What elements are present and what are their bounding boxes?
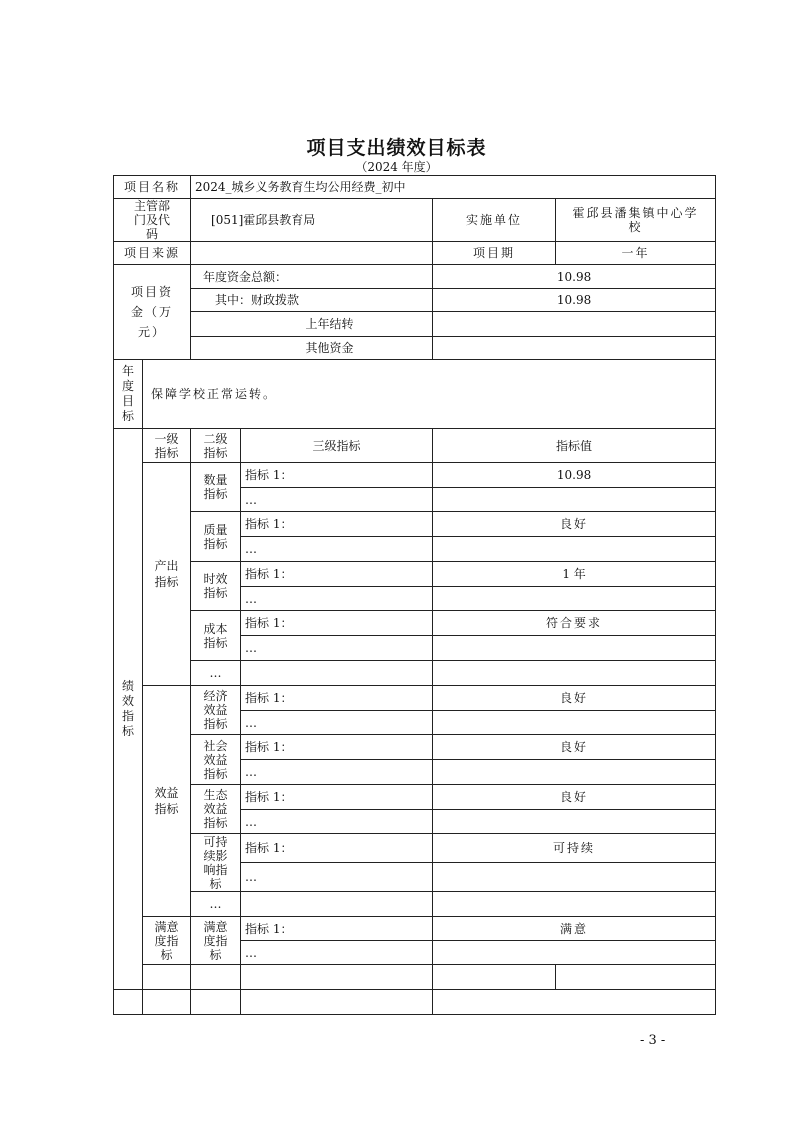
indicator-value: 良好	[433, 785, 716, 810]
timeliness-label: 时效指标	[191, 562, 241, 611]
empty-cell	[433, 711, 716, 735]
performance-goal-table	[113, 175, 716, 1015]
indicator-row	[114, 917, 716, 941]
ellipsis: …	[241, 636, 433, 661]
source-label: 项目来源	[114, 242, 191, 265]
empty-cell	[143, 990, 191, 1015]
header-level3: 三级指标	[241, 429, 433, 463]
ellipsis: …	[191, 892, 241, 917]
fund-row-label: 年度资金总额：	[191, 265, 433, 289]
quality-label: 质量指标	[191, 512, 241, 562]
header-value: 指标值	[433, 429, 716, 463]
row-annual-goal	[114, 360, 716, 429]
indicator-name: 指标 1：	[241, 917, 433, 941]
empty-cell	[191, 990, 241, 1015]
page-number: - 3 -	[640, 1033, 666, 1048]
indicator-value: 良好	[433, 686, 716, 711]
empty-cell	[241, 892, 433, 917]
empty-cell	[433, 892, 716, 917]
perf-label: 绩效指标	[114, 429, 143, 990]
indicator-name: 指标 1：	[241, 562, 433, 587]
indicator-value: 可持续	[433, 834, 716, 863]
indicator-value: 10.98	[433, 463, 716, 488]
benefit-label: 效益指标	[143, 686, 191, 917]
impl-label: 实施单位	[433, 199, 556, 242]
indicator-row	[114, 785, 716, 810]
fund-row-value	[433, 312, 716, 337]
fund-row-value: 10.98	[433, 265, 716, 289]
indicator-row	[114, 512, 716, 537]
indicator-value: 符合要求	[433, 611, 716, 636]
empty-cell	[433, 965, 556, 990]
ellipsis: …	[241, 711, 433, 735]
empty-cell	[241, 661, 433, 686]
empty-cell	[143, 965, 191, 990]
ellipsis: …	[191, 661, 241, 686]
indicator-name: 指标 1：	[241, 785, 433, 810]
project-name-label: 项目名称	[114, 176, 191, 199]
indicator-name: 指标 1：	[241, 834, 433, 863]
satisfaction-l2-label: 满意度指标	[191, 917, 241, 965]
impl-value: 霍邱县潘集镇中心学校	[556, 199, 716, 242]
indicator-name: 指标 1：	[241, 686, 433, 711]
dept-value: [051]霍邱县教育局	[191, 199, 433, 242]
fund-row-label: 上年结转	[191, 312, 433, 337]
social-label: 社会效益指标	[191, 735, 241, 785]
fund-row-value	[433, 337, 716, 360]
empty-cell	[191, 965, 241, 990]
annual-goal-label: 年度目标	[114, 360, 143, 429]
row-department	[114, 199, 716, 242]
sustainable-label: 可持续影响指标	[191, 834, 241, 892]
satisfaction-l1-label: 满意度指标	[143, 917, 191, 965]
blank-row	[114, 965, 716, 990]
period-value: 一年	[556, 242, 716, 265]
ellipsis: …	[241, 587, 433, 611]
fund-row	[114, 337, 716, 360]
ellipsis: …	[241, 760, 433, 785]
page-title: 项目支出绩效目标表	[306, 137, 487, 159]
indicator-name: 指标 1：	[241, 611, 433, 636]
empty-cell	[556, 965, 716, 990]
ellipsis: …	[241, 863, 433, 892]
fund-row-label: 其中：财政拨款	[191, 289, 433, 312]
indicator-row	[114, 463, 716, 488]
indicator-row	[114, 735, 716, 760]
fund-row	[114, 265, 716, 289]
indicator-row	[114, 562, 716, 587]
source-value	[191, 242, 433, 265]
row-indicator-header	[114, 429, 716, 463]
empty-cell	[433, 661, 716, 686]
indicator-value: 满意	[433, 917, 716, 941]
indicator-name: 指标 1：	[241, 735, 433, 760]
indicator-value: 良好	[433, 735, 716, 760]
empty-cell	[433, 537, 716, 562]
period-label: 项目期	[433, 242, 556, 265]
economic-label: 经济效益指标	[191, 686, 241, 735]
header-level2: 二级指标	[191, 429, 241, 463]
empty-cell	[433, 941, 716, 965]
output-label: 产出指标	[143, 463, 191, 686]
indicator-value: 1 年	[433, 562, 716, 587]
fund-row-label: 其他资金	[191, 337, 433, 360]
blank-row	[114, 990, 716, 1015]
indicator-name: 指标 1：	[241, 512, 433, 537]
dept-label: 主管部门及代码	[114, 199, 191, 242]
empty-cell	[433, 587, 716, 611]
empty-cell	[241, 965, 433, 990]
ellipsis: …	[241, 488, 433, 512]
empty-cell	[114, 990, 143, 1015]
indicator-row	[114, 611, 716, 636]
ellipsis: …	[241, 537, 433, 562]
empty-cell	[241, 990, 433, 1015]
empty-cell	[433, 990, 716, 1015]
ellipsis: …	[241, 941, 433, 965]
empty-cell	[433, 810, 716, 834]
fund-row-value: 10.98	[433, 289, 716, 312]
indicator-name: 指标 1：	[241, 463, 433, 488]
indicator-row	[114, 686, 716, 711]
indicator-row	[114, 892, 716, 917]
empty-cell	[433, 488, 716, 512]
fund-row	[114, 312, 716, 337]
row-source	[114, 242, 716, 265]
fund-row	[114, 289, 716, 312]
page-subtitle: （2024 年度）	[355, 160, 438, 174]
empty-cell	[433, 760, 716, 785]
ellipsis: …	[241, 810, 433, 834]
indicator-row	[114, 661, 716, 686]
empty-cell	[433, 863, 716, 892]
quantity-label: 数量指标	[191, 463, 241, 512]
indicator-value: 良好	[433, 512, 716, 537]
ecological-label: 生态效益指标	[191, 785, 241, 834]
empty-cell	[433, 636, 716, 661]
row-project-name	[114, 176, 716, 199]
indicator-row	[114, 834, 716, 863]
header-level1: 一级指标	[143, 429, 191, 463]
annual-goal-text: 保障学校正常运转。	[143, 360, 716, 429]
fund-label: 项目资金（万元）	[114, 265, 191, 360]
project-name-value: 2024_城乡义务教育生均公用经费_初中	[191, 176, 716, 199]
cost-label: 成本指标	[191, 611, 241, 661]
